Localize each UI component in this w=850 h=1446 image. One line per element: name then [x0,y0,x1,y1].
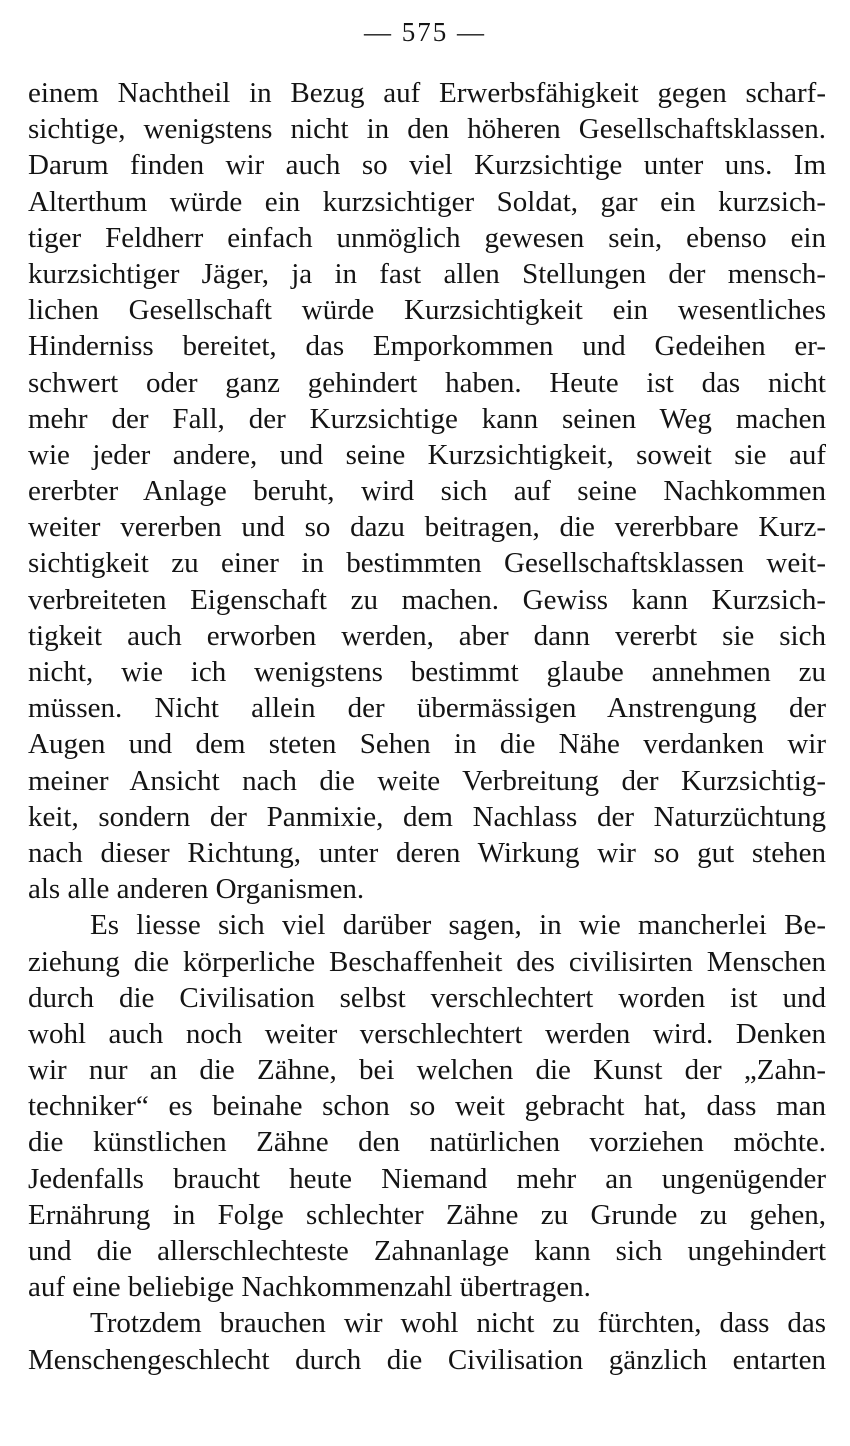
text-line: Menschengeschlecht durch die Civilisation gänzlich entarten [28,1343,826,1376]
text-line: auf eine beliebige Nachkommenzahl übertragen. [28,1271,591,1304]
text-line: Darum finden wir auch so viel Kurzsichtige unter uns. Im [28,149,826,182]
text-line: verbreiteten Eigenschaft zu machen. Gewiss kann Kurzsich- [28,583,826,616]
text-line: Hinderniss bereitet, das Emporkommen und Gedeihen er- [28,330,826,363]
text-line: techniker“ es beinahe schon so weit gebracht hat, dass man [28,1090,826,1123]
text-line: und die allerschlechteste Zahnanlage kann sich ungehindert [28,1235,826,1267]
text-line: Ernährung in Folge schlechter Zähne zu Grunde zu gehen, [28,1198,826,1231]
text-line: die künstlichen Zähne den natürlichen vorziehen möchte. [28,1126,826,1159]
page-number: — 575 — [364,17,486,47]
text-line: nach dieser Richtung, unter deren Wirkung wir so gut stehen [28,836,826,869]
text-line: sichtigkeit zu einer in bestimmten Gesellschaftsklassen weit- [28,547,826,580]
text-line: tiger Feldherr einfach unmöglich gewesen sein, ebenso ein [28,221,826,254]
text-line: ererbter Anlage beruht, wird sich auf seine Nachkommen [28,475,826,508]
text-line: Es liesse sich viel darüber sagen, in wie mancherlei Be- [90,909,826,942]
text-line: Trotzdem brauchen wir wohl nicht zu fürchten, dass das [90,1307,826,1340]
text-line: durch die Civilisation selbst verschlechtert worden ist und [28,981,826,1014]
text-line: Augen und dem steten Sehen in die Nähe verdanken wir [28,728,826,761]
text-line: einem Nachtheil in Bezug auf Erwerbsfähigkeit gegen scharf- [28,77,826,109]
text-line: wohl auch noch weiter verschlechtert werden wird. Denken [28,1017,826,1050]
body-text [28,75,826,1378]
text-line: wir nur an die Zähne, bei welchen die Kunst der „Zahn- [28,1054,826,1087]
text-line: schwert oder ganz gehindert haben. Heute ist das nicht [28,366,826,399]
text-line: lichen Gesellschaft würde Kurzsichtigkeit ein wesentliches [28,294,826,327]
text-line: als alle anderen Organismen. [28,873,365,906]
text-line: ziehung die körperliche Beschaffenheit des civilisirten Menschen [28,945,826,978]
text-line: weiter vererben und so dazu beitragen, die vererbbare Kurz- [28,511,826,544]
text-line: wie jeder andere, und seine Kurzsichtigkeit, soweit sie auf [28,438,826,471]
text-line: Jedenfalls braucht heute Niemand mehr an ungenügender [28,1162,826,1195]
text-line: nicht, wie ich wenigstens bestimmt glaube annehmen zu [28,656,826,688]
text-line: tigkeit auch erworben werden, aber dann vererbt sie sich [28,619,826,652]
text-line: Alterthum würde ein kurzsichtiger Soldat, gar ein kurzsich- [28,185,826,218]
text-line: mehr der Fall, der Kurzsichtige kann seinen Weg machen [28,402,826,435]
text-line: kurzsichtiger Jäger, ja in fast allen Stellungen der mensch- [28,257,826,290]
text-line: müssen. Nicht allein der übermässigen Anstrengung der [28,692,826,725]
text-line: keit, sondern der Panmixie, dem Nachlass der Naturzüchtung [28,800,826,833]
text-line: meiner Ansicht nach die weite Verbreitung der Kurzsichtig- [28,764,826,797]
text-line: sichtige, wenigstens nicht in den höheren Gesellschaftsklassen. [28,113,826,146]
